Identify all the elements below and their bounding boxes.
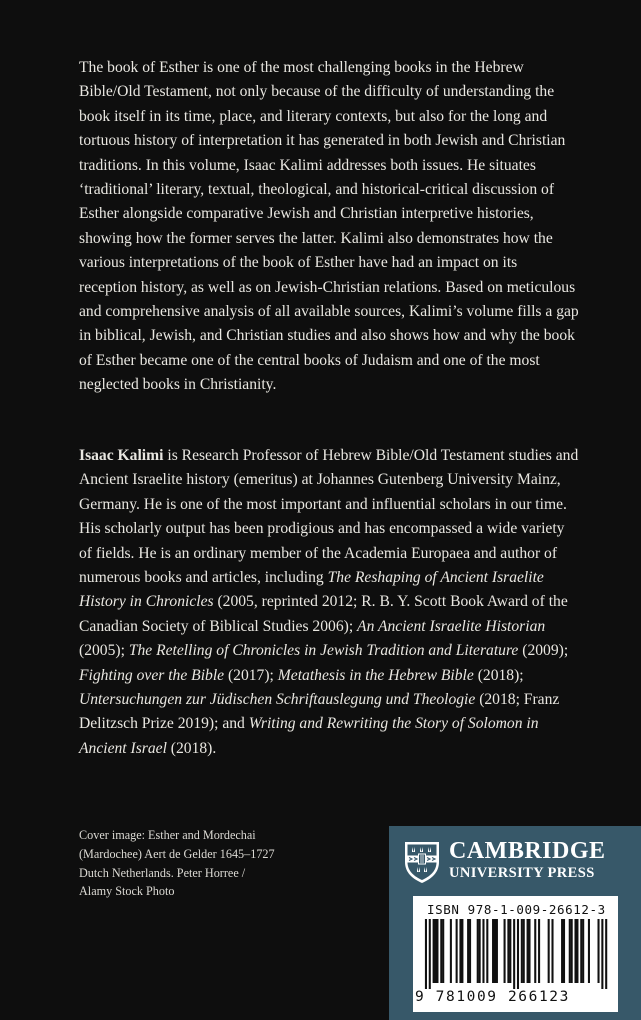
barcode-bar <box>582 919 584 983</box>
barcode-bar <box>496 919 498 983</box>
publisher-panel <box>389 826 641 1020</box>
credit-line-2: (Mardochee) Aert de Gelder 1645–1727 <box>79 846 275 861</box>
barcode-bar <box>513 919 515 989</box>
author-bio <box>79 444 579 761</box>
barcode-bar <box>425 919 427 989</box>
barcode-bar <box>467 919 469 983</box>
barcode-bar <box>580 919 582 983</box>
book-title-1: The Reshaping of Ancient Israelite History in Chronicles <box>79 569 544 611</box>
barcode-bar <box>486 919 488 983</box>
isbn-label: ISBN 978-1-009-26612-3 <box>427 902 606 917</box>
barcode-bar <box>523 919 525 983</box>
book-title-2: An Ancient Israelite Historian <box>357 617 546 635</box>
credit-line-3: Dutch Netherlands. Peter Horree / <box>79 865 246 880</box>
barcode-bar <box>494 919 496 983</box>
book-title-7: Writing and Rewriting the Story of Solomon in Ancient Israel <box>79 715 539 757</box>
barcode-bar <box>507 919 509 983</box>
barcode-bar <box>456 919 458 983</box>
publisher-logo <box>403 838 633 886</box>
barcode-bar <box>561 919 563 983</box>
credit-line-1: Cover image: Esther and Mordechai <box>79 828 256 842</box>
barcode-bar <box>517 919 519 989</box>
barcode-bar <box>435 919 437 983</box>
barcode-bar <box>433 919 435 983</box>
author-name: Isaac Kalimi <box>79 447 164 464</box>
barcode-bar <box>440 919 442 983</box>
cambridge-shield-icon <box>403 840 441 884</box>
bio-text-6: (2018; Franz Delitzsch Prize 2019); and <box>79 691 560 733</box>
barcode-bar <box>597 919 599 983</box>
bio-text-4: (2017); <box>224 666 278 684</box>
barcode-bar <box>569 919 571 983</box>
barcode-bar <box>459 919 461 983</box>
barcode-bar <box>521 919 523 983</box>
barcode-bar <box>563 919 565 983</box>
barcode-bar <box>576 919 578 983</box>
barcode-bar <box>527 919 529 983</box>
description-paragraph: The book of Esther is one of the most challenging books in the Hebrew Bible/Old Testament, not only because of the difficulty of understanding the book itself in its time, place, and literary contexts, but also for the long and tortuous history of interpretation it has generated in both Jewish and Christian traditions. In this volume, Isaac Kalimi addresses both issues. He situates ‘traditional’ literary, textual, theological, and historical-critical discussion of Esther alongside comparative Jewish and Christian interpretive histories, showing how the former serves the latter. Kalimi also demonstrates how the various interpretations of the book of Esther have had an impact on its reception history, as well as on Jewish-Christian relations. Based on meticulous and comprehensive analysis of all available sources, Kalimi’s volume fills a gap in biblical, Jewish, and Christian studies and also shows how and why the book of Esther became one of the central books of Judaism and one of the most neglected books in Christianity. <box>79 59 579 394</box>
barcode-bar <box>436 919 438 983</box>
bio-text-5: (2018); <box>473 666 524 684</box>
barcode-bar <box>504 919 506 983</box>
barcode-bar <box>429 919 431 989</box>
book-title-4: Fighting over the Bible <box>79 666 225 684</box>
barcode-bars <box>423 919 609 989</box>
bio-text-7: (2018). <box>166 739 217 757</box>
publisher-name: CAMBRIDGE <box>449 838 606 864</box>
barcode-bar <box>588 919 590 983</box>
bio-intro: is Research Professor of Hebrew Bible/Old Testament studies and Ancient Israelite history (emeritus) at Johannes Gutenberg University Mainz, Germany. He is one of the most important and influential scholars in our time. His scholarly output has been prodigious and has encompassed a wide variety of fields. He is an ordinary member of the Academia Europaea and author of numerous books and articles, including <box>79 447 579 587</box>
bio-text-3: (2009); <box>518 642 569 660</box>
barcode-bar <box>548 919 550 983</box>
barcode-bar <box>492 919 494 983</box>
barcode-bar <box>450 919 452 983</box>
barcode-bar <box>534 919 536 983</box>
barcode-bar <box>509 919 511 983</box>
book-title-6: Untersuchungen zur Jüdischen Schriftauslegung und Theologie <box>79 691 476 709</box>
book-title-3: The Retelling of Chronicles in Jewish Tradition and Literature <box>128 642 519 660</box>
cover-image-credit <box>79 826 329 901</box>
book-title-5: Metathesis in the Hebrew Bible <box>277 666 474 684</box>
barcode-bar <box>601 919 603 989</box>
barcode-bar <box>538 919 540 983</box>
bio-text-1: (2005, reprinted 2012; R. B. Y. Scott Book Award of the Canadian Society of Biblical Studies 2006); <box>79 593 568 635</box>
publisher-subtitle: UNIVERSITY PRESS <box>449 865 595 881</box>
bio-text-2: (2005); <box>79 642 129 660</box>
barcode-bar <box>605 919 607 989</box>
barcode-bar <box>574 919 576 983</box>
barcode-bar <box>461 919 463 983</box>
barcode-bar <box>477 919 479 983</box>
barcode-bar <box>469 919 471 983</box>
barcode-bar <box>482 919 484 983</box>
credit-line-4: Alamy Stock Photo <box>79 884 175 899</box>
barcode-bar <box>442 919 444 983</box>
barcode-bar <box>528 919 530 983</box>
isbn-barcode <box>413 896 618 1012</box>
barcode-bar <box>479 919 481 983</box>
barcode-bar <box>571 919 573 983</box>
barcode-digits: 9 781009 266123 <box>415 989 570 1005</box>
barcode-bar <box>551 919 553 983</box>
